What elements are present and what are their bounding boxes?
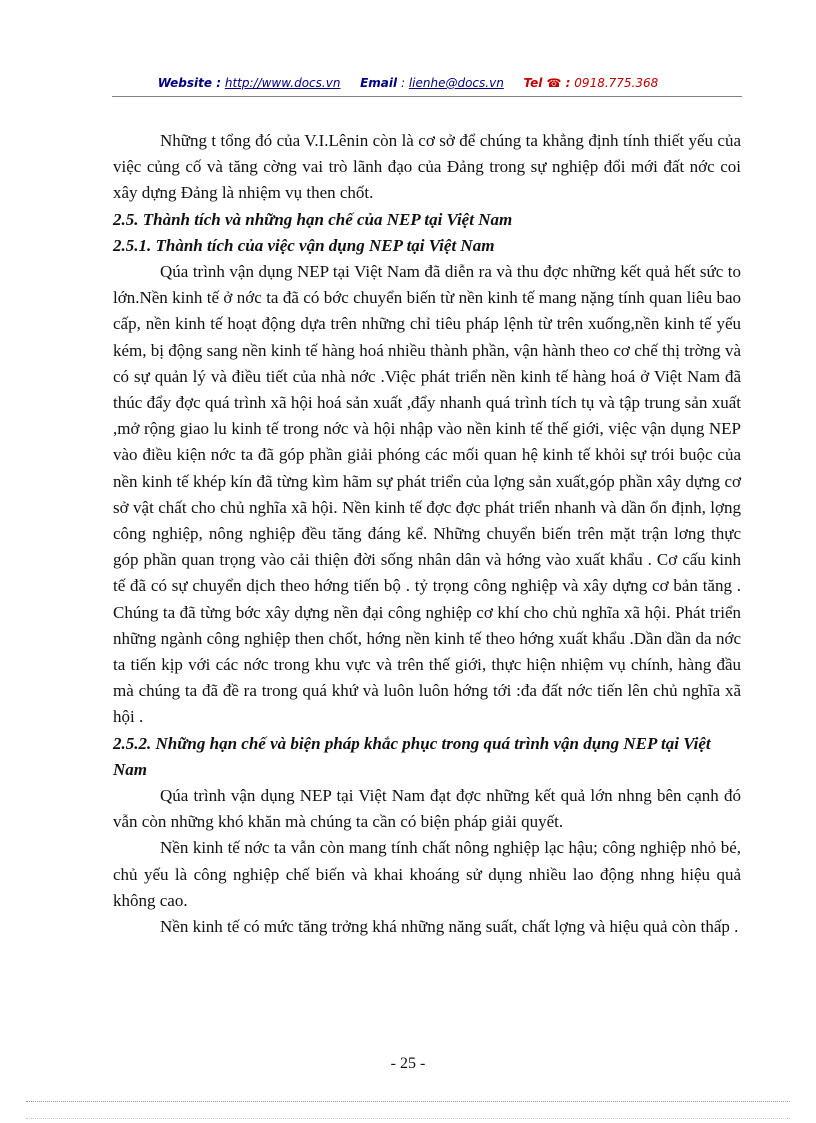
section-heading-2-5: 2.5. Thành tích và những hạn chế của NEP tại Việt Nam — [113, 209, 513, 229]
page-header — [0, 76, 816, 90]
email-separator: : — [400, 76, 405, 90]
tel-value: 0918.775.368 — [574, 76, 659, 90]
tel-label: Tel ☎ : — [523, 76, 571, 90]
header-divider — [112, 96, 742, 97]
paragraph-achievements: Qúa trình vận dụng NEP tại Việt Nam đã diễn ra và thu đợc những kết quả hết sức to lớn.Nền kinh tế ở nớc ta đã có bớc chuyển biến từ nền kinh tế mang nặng tính quan liêu bao cấp, nền kinh tế hoạt động dựa trên những chỉ tiêu pháp lệnh từ trên xuống,nền kinh tế yếu kém, bị động sang nền kinh tế hàng hoá nhiều thành phần, vận hành theo cơ chế thị trờng và có sự quản lý và điều tiết của nhà nớc .Việc phát triển nền kinh tế hàng hoá ở Việt Nam đã thúc đẩy đợc quá trình xã hội hoá sản xuất ,đẩy nhanh quá trình tích tụ và tập trung sản xuất ,mở rộng giao lu kinh tế trong nớc và hội nhập vào nền kinh tế thế giới, việc vận dụng NEP vào điều kiện nớc ta đã góp phần giải phóng các mối quan hệ kinh tế khỏi sự trói buộc của nền kinh tế khép kín đã từng kìm hãm sự phát triển của lợng sản xuất,góp phần xây dựng cơ sở vật chất cho chủ nghĩa xã hội. Nền kinh tế đợc đợc phát triển nhanh và dần ổn định, lợng công nghiệp, nông nghiệp đều tăng đáng kể. Những chuyển biến trên mặt trận lơng thực góp phần quan trọng vào cải thiện đời sống nhân dân và hớng vào xuất khẩu . Cơ cấu kinh tế đã có sự chuyển dịch theo hớng tiến bộ . tỷ trọng công nghiệp và xây dựng cơ bản tăng . Chúng ta đã từng bớc xây dựng nền đại công nghiệp cơ khí cho chủ nghĩa xã hội. Phát triển những ngành công nghiệp then chốt, hớng nền kinh tế theo hớng xuất khẩu .Dần dần da nớc ta tiến kịp với các nớc trong khu vực và trên thế giới, thực hiện nhiệm vụ chính, hàng đầu mà chúng ta đã đề ra trong quá khứ và luôn luôn hớng tới :đa đất nớc tiến lên chủ nghĩa xã hội . — [113, 262, 741, 727]
section-heading-2-5-1: 2.5.1. Thành tích của việc vận dụng NEP tại Việt Nam — [113, 235, 495, 255]
paragraph-productivity: Nền kinh tế có mức tăng trởng khá những năng suất, chất lợng và hiệu quả còn thấp . — [160, 917, 739, 937]
document-body — [113, 128, 741, 940]
footer-divider — [26, 1101, 790, 1102]
page-bottom-border — [26, 1118, 790, 1119]
page-number: - 25 - — [390, 1055, 426, 1072]
paragraph-agriculture: Nền kinh tế nớc ta vẫn còn mang tính chất nông nghiệp lạc hậu; công nghiệp nhỏ bé, chủ yếu là công nghiệp chế biến và khai khoáng sử dụng nhiều lao động nhng hiệu quả không cao. — [113, 838, 741, 910]
email-link[interactable]: lienhe@docs.vn — [408, 76, 504, 90]
paragraph-limitations-intro: Qúa trình vận dụng NEP tại Việt Nam đạt đợc những kết quả lớn nhng bên cạnh đó vẫn còn những khó khăn mà chúng ta cần có biện pháp giải quyết. — [113, 786, 741, 832]
website-link[interactable]: http://www.docs.vn — [224, 76, 341, 90]
email-label: Email — [360, 76, 398, 90]
section-heading-2-5-2: 2.5.2. Những hạn chế và biện pháp khắc phục trong quá trình vận dụng NEP tại Việt Nam — [113, 733, 711, 779]
paragraph-intro: Những t tổng đó của V.I.Lênin còn là cơ sở để chúng ta khẳng định tính thiết yếu của việc củng cố và tăng cờng vai trò lãnh đạo của Đảng trong sự nghiệp đổi mới đất nớc coi xây dựng Đảng là nhiệm vụ then chốt. — [113, 131, 741, 203]
website-label: Website : — [157, 76, 222, 90]
